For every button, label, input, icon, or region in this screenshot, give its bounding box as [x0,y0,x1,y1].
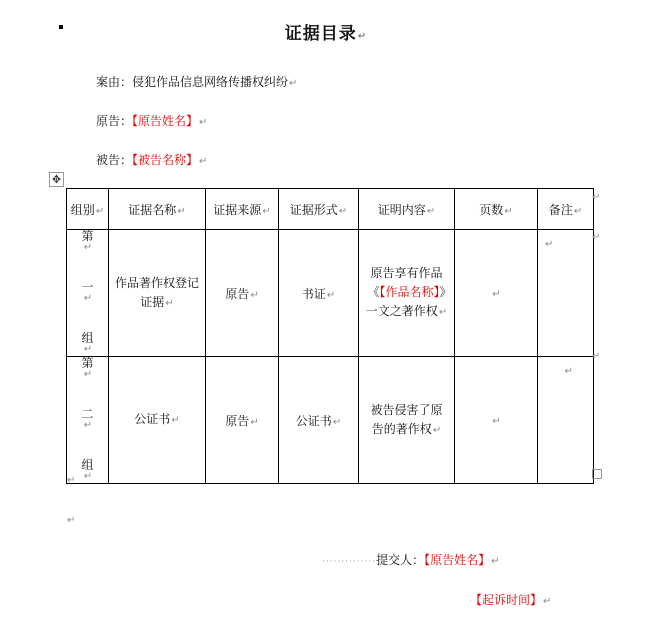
table-row [67,357,594,484]
row-end-mark: ↵ [592,351,601,362]
group-cell: 第 ↵ 二 ↵ 组 ↵ [67,357,109,484]
plaintiff-line: 原告：【原告姓名】↵ [96,114,208,128]
space-dots: ·············· [322,557,377,567]
plaintiff-label: 原告： [96,114,133,128]
source-cell[interactable]: 原告↵ [206,357,279,484]
content-cell[interactable]: 被告侵害了原告的著作权↵ [359,357,455,484]
defendant-line: 被告：【被告名称】↵ [96,153,208,167]
pages-cell[interactable]: ↵ [455,230,538,357]
empty-paragraph-mark: ↵ [67,515,76,526]
row-end-mark: ↵ [592,232,601,243]
pages-cell[interactable]: ↵ [455,357,538,484]
content-cell[interactable]: 原告享有作品《【作品名称】》一文之著作权↵ [359,230,455,357]
evidence-table [66,188,594,484]
row-end-mark: ↵ [592,192,601,203]
header-cell-evidence-name: 证据名称↵ [109,189,206,230]
header-cell-remarks: 备注↵ [538,189,594,230]
case-cause-line: 案由：侵犯作品信息网络传播权纠纷↵ [96,75,298,89]
remarks-cell[interactable]: ↵ [538,357,594,484]
form-cell[interactable]: 书证↵ [279,230,359,357]
source-cell[interactable]: 原告↵ [206,230,279,357]
filing-date-field[interactable]: 【起诉时间】 [470,593,543,607]
defendant-label: 被告： [96,153,133,167]
submitter-label: 提交人： [376,553,425,567]
case-cause-value: 侵犯作品信息网络传播权纠纷 [132,75,289,89]
remarks-cell[interactable]: ↵ [538,230,594,357]
page-title: 证据目录↵ [284,24,368,44]
header-cell-content: 证明内容↵ [359,189,455,230]
header-cell-pages: 页数↵ [455,189,538,230]
table-move-handle-icon[interactable]: ✥ [49,172,64,187]
plaintiff-name-field[interactable]: 【原告姓名】 [132,114,199,128]
table-row [67,230,594,357]
table-resize-handle[interactable] [592,469,602,479]
defendant-name-field[interactable]: 【被告名称】 [132,153,199,167]
evidence-name-cell[interactable]: 作品著作权登记证据↵ [109,230,206,357]
submitter-name-field[interactable]: 【原告姓名】 [424,553,491,567]
work-title-field[interactable]: 【作品名称】 [379,285,440,299]
group-cell: 第 ↵ 一 ↵ 组 ↵ [67,230,109,357]
form-cell[interactable]: 公证书↵ [279,357,359,484]
header-cell-group: 组别↵ [67,189,109,230]
submitter-line: ··············提交人：【原告姓名】↵ [322,553,500,567]
empty-paragraph-mark: ↵ [67,475,76,486]
case-cause-label: 案由： [96,75,133,89]
evidence-name-cell[interactable]: 公证书↵ [109,357,206,484]
date-line: 【起诉时间】↵ [470,593,552,607]
header-cell-form: 证据形式↵ [279,189,359,230]
table-header-row [67,189,594,230]
header-cell-source: 证据来源↵ [206,189,279,230]
